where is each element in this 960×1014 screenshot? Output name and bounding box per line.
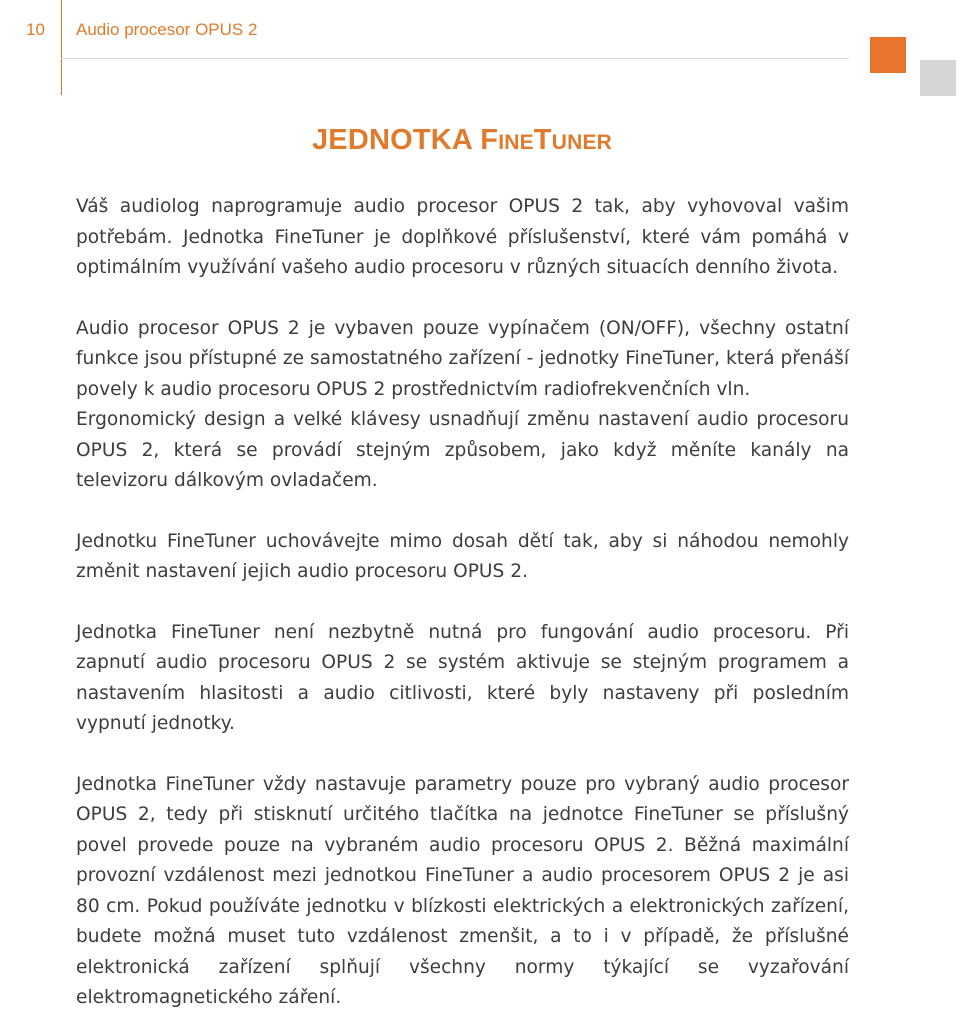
section-tab-grey [920,60,956,96]
running-header: Audio procesor OPUS 2 [76,20,258,39]
paragraph-not-required: Jednotka FineTuner není nezbytně nutná pro fungování audio procesoru. Při zapnutí audio procesoru OPUS 2 se systém aktivuje se stejným programem a nastavením hlasitosti a audio citlivosti, které byly nastaveny při posledním vypnutí jednotky. [76,621,849,734]
page-number: 10 [26,20,45,39]
section-tab-orange [870,37,906,73]
body-text [76,192,849,1014]
header-rule [61,58,849,59]
title-word-jednotka: JEDNOTKA [311,124,472,156]
paragraph-children: Jednotku FineTuner uchovávejte mimo dosah dětí tak, aby si náhodou nemohly změnit nastavení jejich audio procesoru OPUS 2. [76,530,849,582]
title-word-finetuner: FINETUNER [480,124,613,156]
paragraph-intro: Váš audiolog naprogramuje audio procesor OPUS 2 tak, aby vyhovoval vašim potřebám. Jednotka FineTuner je doplňkové příslušenství, které vám pomáhá v optimálním využívání vašeho audio procesoru v různých situacích denního života. [76,196,849,278]
paragraph-ergonomics: Ergonomický design a velké klávesy usnadňují změnu nastavení audio procesoru OPUS 2, která se provádí stejným způsobem, jako když měníte kanály na televizoru dálkovým ovladačem. [76,409,849,491]
page-title [0,124,924,157]
header-divider [61,0,62,95]
paragraph-switch: Audio procesor OPUS 2 je vybaven pouze vypínačem (ON/OFF), všechny ostatní funkce jsou přístupné ze samostatného zařízení - jednotky FineTuner, která přenáší povely k audio procesoru OPUS 2 prostřednictvím radiofrekvenčních vln. [76,317,849,400]
paragraph-range: Jednotka FineTuner vždy nastavuje parametry pouze pro vybraný audio procesor OPUS 2, tedy při stisknutí určitého tlačítka na jednotce FineTuner se příslušný povel provede pouze na vybraném audio procesoru OPUS 2. Běžná maximální provozní vzdálenost mezi jednotkou FineTuner a audio procesorem OPUS 2 je asi 80 cm. Pokud používáte jednotku v blízkosti elektrických a elektronických zařízení, budete možná muset tuto vzdálenost zmenšit, a to i v případě, že příslušné elektronická zařízení splňují všechny normy týkající se vyzařování elektromagnetického záření. [76,773,849,1008]
